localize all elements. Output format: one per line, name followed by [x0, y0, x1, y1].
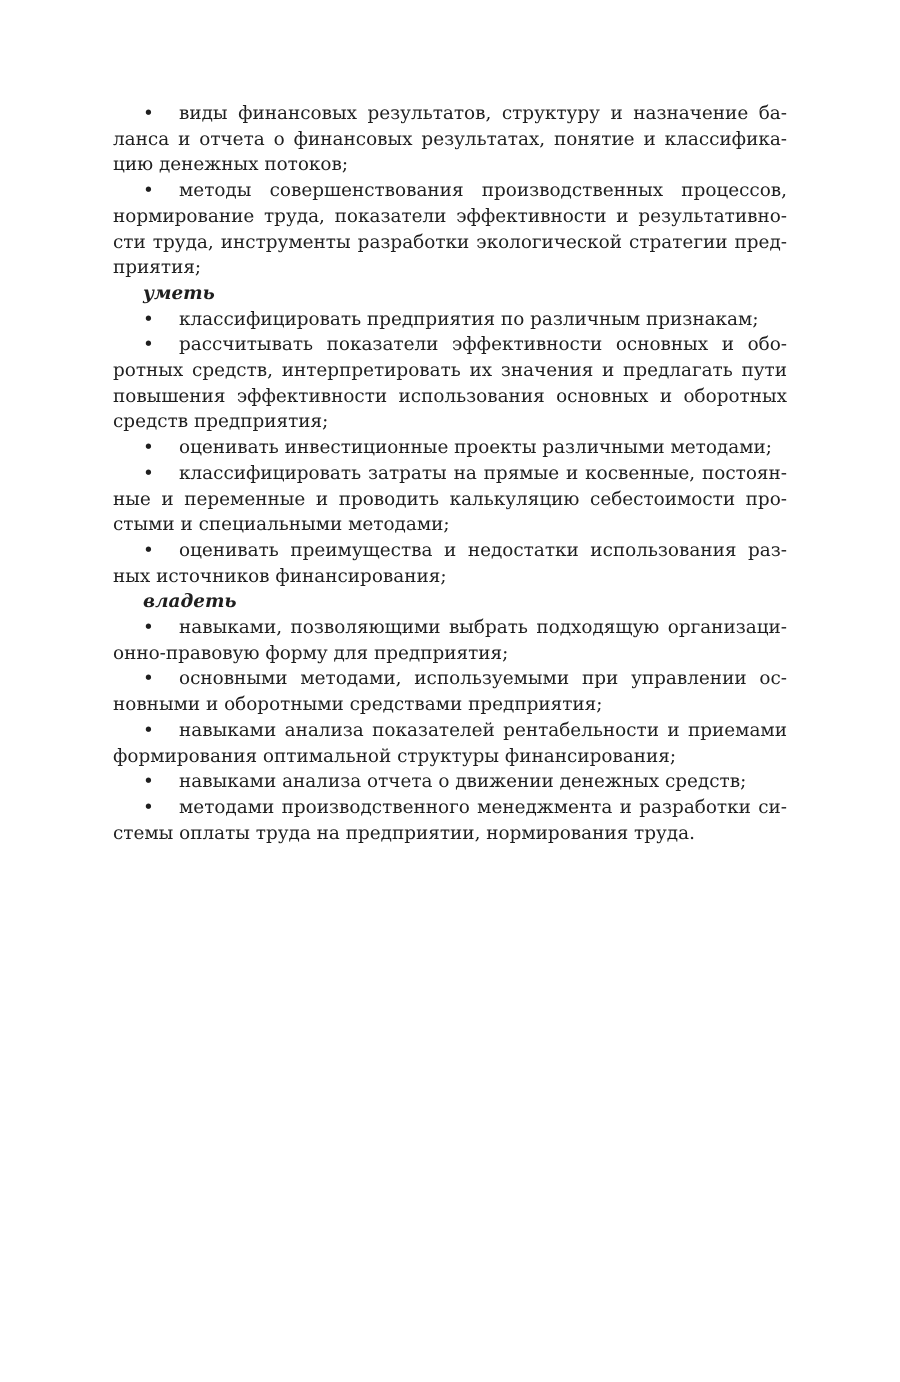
- list-item-text: оценивать преимущества и недостатки использования разных источников финансирования;: [113, 539, 787, 587]
- list-item: [113, 332, 787, 435]
- list-item: [113, 101, 787, 178]
- bullet-icon: •: [143, 539, 154, 561]
- list-item-text: методы совершенствования производственных процессов, нормирование труда, показатели эффективности и результативности труда, инструменты разработки экологической стратегии предприятия;: [113, 180, 787, 279]
- list-item: [113, 718, 787, 769]
- list-item-text: классифицировать затраты на прямые и косвенные, постоянные и переменные и проводить калькуляцию себестоимости простыми и специальными методами;: [113, 462, 787, 536]
- list-item: [113, 795, 787, 846]
- bullet-icon: •: [143, 180, 154, 202]
- bullet-icon: •: [143, 617, 154, 639]
- list-item: [113, 538, 787, 589]
- list-item: [113, 769, 787, 795]
- bullet-icon: •: [143, 103, 154, 124]
- bullet-icon: •: [143, 771, 154, 793]
- list-item: [113, 435, 787, 461]
- bullet-icon: •: [143, 796, 154, 818]
- list-item-text: оценивать инвестиционные проекты различными методами;: [179, 437, 772, 459]
- list-item-text: методами производственного менеджмента и разработки системы оплаты труда на предприятии, нормирования труда.: [113, 796, 787, 844]
- list-item-text: классифицировать предприятия по различным признакам;: [179, 308, 759, 330]
- section-heading-umet: уметь: [143, 282, 215, 304]
- bullet-icon: •: [143, 308, 154, 330]
- list-item: [113, 178, 787, 281]
- page-text-block: [113, 101, 787, 846]
- bullet-icon: •: [143, 437, 154, 459]
- bullet-icon: •: [143, 719, 154, 741]
- list-item-text: навыками анализа отчета о движении денежных средств;: [179, 771, 747, 793]
- list-item-text: основными методами, используемыми при управлении основными и оборотными средствами предприятия;: [113, 668, 787, 716]
- list-item-text: рассчитывать показатели эффективности основных и оборотных средств, интерпретировать их значения и предлагать пути повышения эффективности использования основных и оборотных средств предприятия;: [113, 334, 787, 433]
- list-item-text: навыками анализа показателей рентабельности и приемами формирования оптимальной структуры финансирования;: [113, 719, 787, 767]
- list-item: [113, 461, 787, 538]
- bullet-icon: •: [143, 334, 154, 356]
- list-item: [113, 307, 787, 333]
- section-heading-vladet: владеть: [143, 591, 237, 613]
- list-item: [113, 615, 787, 666]
- bullet-icon: •: [143, 462, 154, 484]
- bullet-icon: •: [143, 668, 154, 690]
- list-item-text: навыками, позволяющими выбрать подходящую организационно-правовую форму для предприятия;: [113, 617, 787, 664]
- list-item: [113, 666, 787, 717]
- list-item-text: виды финансовых результатов, структуру и назначение баланса и отчета о финансовых результатах, понятие и классификацию денежных потоков;: [113, 103, 787, 176]
